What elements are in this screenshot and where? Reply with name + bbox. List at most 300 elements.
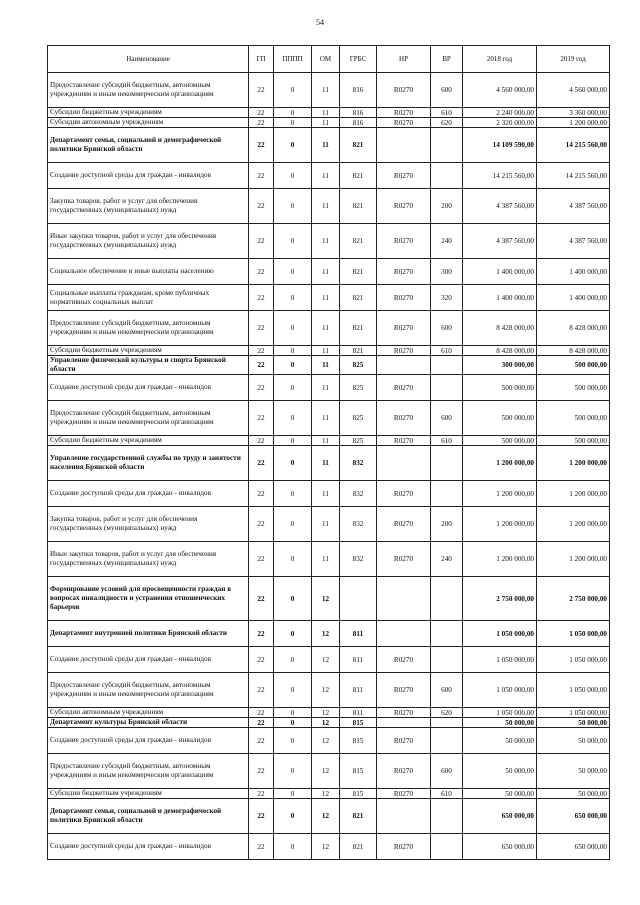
col-header-name: Наименование [48, 46, 249, 73]
cell-pppp: 0 [274, 311, 312, 346]
cell-nr: R0270 [377, 224, 431, 259]
cell-vr: 600 [431, 73, 463, 108]
cell-gp: 22 [249, 108, 274, 118]
cell-name: Департамент внутренней политики Брянской области [48, 621, 249, 647]
cell-grbs: 821 [340, 799, 377, 834]
cell-om: 11 [312, 163, 340, 189]
cell-grbs: 825 [340, 375, 377, 401]
cell-gp: 22 [249, 128, 274, 163]
cell-om: 11 [312, 446, 340, 481]
table-row [48, 647, 610, 673]
cell-2019: 1 050 000,00 [537, 621, 610, 647]
cell-pppp: 0 [274, 507, 312, 542]
cell-2018: 1 200 000,00 [463, 481, 537, 507]
cell-om: 11 [312, 346, 340, 356]
cell-grbs: 821 [340, 285, 377, 311]
cell-gp: 22 [249, 718, 274, 728]
cell-grbs: 811 [340, 708, 377, 718]
cell-2019: 8 428 000,00 [537, 346, 610, 356]
cell-gp: 22 [249, 73, 274, 108]
cell-name: Иные закупки товаров, работ и услуг для обеспечения государственных (муниципальных) нужд [48, 224, 249, 259]
cell-2019: 1 400 000,00 [537, 259, 610, 285]
cell-nr: R0270 [377, 108, 431, 118]
cell-gp: 22 [249, 754, 274, 789]
cell-grbs: 821 [340, 224, 377, 259]
cell-2018: 1 050 000,00 [463, 621, 537, 647]
cell-gp: 22 [249, 728, 274, 754]
cell-2018: 4 560 000,00 [463, 73, 537, 108]
cell-om: 11 [312, 542, 340, 577]
cell-grbs: 832 [340, 507, 377, 542]
cell-grbs: 825 [340, 436, 377, 446]
col-header-gp: ГП [249, 46, 274, 73]
cell-gp: 22 [249, 542, 274, 577]
cell-vr [431, 375, 463, 401]
cell-name: Управление государственной службы по труду и занятости населения Брянской области [48, 446, 249, 481]
cell-pppp: 0 [274, 542, 312, 577]
cell-2019: 4 387 560,00 [537, 189, 610, 224]
budget-table [47, 45, 610, 860]
cell-pppp: 0 [274, 718, 312, 728]
cell-om: 12 [312, 621, 340, 647]
table-row [48, 621, 610, 647]
cell-pppp: 0 [274, 673, 312, 708]
cell-pppp: 0 [274, 118, 312, 128]
table-row [48, 507, 610, 542]
cell-grbs: 816 [340, 118, 377, 128]
cell-2018: 2 240 000,00 [463, 108, 537, 118]
cell-2019: 650 000,00 [537, 799, 610, 834]
cell-name: Создание доступной среды для граждан - инвалидов [48, 728, 249, 754]
cell-2018: 1 200 000,00 [463, 542, 537, 577]
cell-nr: R0270 [377, 673, 431, 708]
cell-name: Управление физической культуры и спорта Брянской области [48, 356, 249, 375]
cell-2019: 500 000,00 [537, 356, 610, 375]
table-row [48, 789, 610, 799]
cell-gp: 22 [249, 311, 274, 346]
cell-om: 11 [312, 108, 340, 118]
table-row [48, 728, 610, 754]
cell-vr: 240 [431, 224, 463, 259]
cell-nr: R0270 [377, 436, 431, 446]
cell-grbs: 811 [340, 673, 377, 708]
cell-om: 11 [312, 118, 340, 128]
cell-om: 11 [312, 128, 340, 163]
cell-grbs: 832 [340, 446, 377, 481]
cell-grbs: 821 [340, 128, 377, 163]
cell-2019: 500 000,00 [537, 436, 610, 446]
cell-nr: R0270 [377, 163, 431, 189]
cell-pppp: 0 [274, 346, 312, 356]
cell-om: 11 [312, 356, 340, 375]
col-header-om: ОМ [312, 46, 340, 73]
col-header-nr: НР [377, 46, 431, 73]
cell-om: 12 [312, 799, 340, 834]
cell-2018: 2 750 000,00 [463, 577, 537, 621]
cell-pppp: 0 [274, 108, 312, 118]
cell-om: 12 [312, 647, 340, 673]
cell-name: Предоставление субсидий бюджетным, автономным учреждениям и иным некоммерческим организациям [48, 401, 249, 436]
cell-grbs: 811 [340, 647, 377, 673]
cell-name: Субсидии автономным учреждениям [48, 708, 249, 718]
table-row [48, 799, 610, 834]
cell-2019: 1 050 000,00 [537, 708, 610, 718]
cell-vr: 300 [431, 259, 463, 285]
header-row [48, 46, 610, 73]
cell-name: Предоставление субсидий бюджетным, автономным учреждениям и иным некоммерческим организациям [48, 311, 249, 346]
cell-om: 11 [312, 285, 340, 311]
cell-name: Департамент семьи, социальной и демографической политики Брянской области [48, 128, 249, 163]
cell-name: Создание доступной среды для граждан - инвалидов [48, 481, 249, 507]
cell-name: Департамент семьи, социальной и демографической политики Брянской области [48, 799, 249, 834]
cell-grbs: 832 [340, 481, 377, 507]
cell-2018: 650 000,00 [463, 834, 537, 860]
cell-2019: 50 000,00 [537, 728, 610, 754]
cell-2018: 4 387 560,00 [463, 189, 537, 224]
cell-2018: 1 050 000,00 [463, 708, 537, 718]
cell-pppp: 0 [274, 73, 312, 108]
cell-name: Предоставление субсидий бюджетным, автономным учреждениям и иным некоммерческим организациям [48, 73, 249, 108]
cell-gp: 22 [249, 577, 274, 621]
cell-vr: 600 [431, 401, 463, 436]
cell-2018: 50 000,00 [463, 728, 537, 754]
col-header-2019: 2019 год [537, 46, 610, 73]
cell-om: 12 [312, 673, 340, 708]
col-header-grbs: ГРБС [340, 46, 377, 73]
cell-2019: 50 000,00 [537, 718, 610, 728]
cell-gp: 22 [249, 446, 274, 481]
cell-vr: 610 [431, 108, 463, 118]
cell-vr [431, 647, 463, 673]
cell-name: Социальное обеспечение и иные выплаты населению [48, 259, 249, 285]
cell-2018: 50 000,00 [463, 754, 537, 789]
table-row [48, 128, 610, 163]
cell-om: 11 [312, 189, 340, 224]
page-number: 54 [316, 18, 324, 27]
cell-grbs: 825 [340, 356, 377, 375]
table-row [48, 311, 610, 346]
cell-2018: 2 320 000,00 [463, 118, 537, 128]
cell-gp: 22 [249, 375, 274, 401]
cell-pppp: 0 [274, 577, 312, 621]
cell-gp: 22 [249, 436, 274, 446]
cell-nr: R0270 [377, 647, 431, 673]
cell-2018: 1 050 000,00 [463, 673, 537, 708]
cell-nr [377, 718, 431, 728]
cell-gp: 22 [249, 224, 274, 259]
cell-2018: 50 000,00 [463, 789, 537, 799]
cell-vr: 200 [431, 189, 463, 224]
cell-2018: 500 000,00 [463, 375, 537, 401]
cell-nr: R0270 [377, 285, 431, 311]
cell-vr: 610 [431, 346, 463, 356]
cell-name: Формирование условий для просвещенности граждан в вопросах инвалидности и устранения отношенческих барьеров [48, 577, 249, 621]
cell-vr [431, 621, 463, 647]
cell-gp: 22 [249, 481, 274, 507]
cell-pppp: 0 [274, 481, 312, 507]
cell-2019: 1 200 000,00 [537, 542, 610, 577]
cell-om: 12 [312, 708, 340, 718]
col-header-2018: 2018 год [463, 46, 537, 73]
cell-om: 11 [312, 507, 340, 542]
cell-gp: 22 [249, 799, 274, 834]
cell-nr: R0270 [377, 728, 431, 754]
cell-gp: 22 [249, 401, 274, 436]
cell-gp: 22 [249, 647, 274, 673]
cell-pppp: 0 [274, 834, 312, 860]
cell-vr [431, 128, 463, 163]
table-row [48, 436, 610, 446]
cell-pppp: 0 [274, 708, 312, 718]
cell-2019: 650 000,00 [537, 834, 610, 860]
cell-pppp: 0 [274, 224, 312, 259]
cell-gp: 22 [249, 346, 274, 356]
cell-pppp: 0 [274, 799, 312, 834]
cell-nr [377, 356, 431, 375]
cell-gp: 22 [249, 259, 274, 285]
cell-2019: 1 050 000,00 [537, 647, 610, 673]
cell-2019: 50 000,00 [537, 754, 610, 789]
cell-vr: 240 [431, 542, 463, 577]
col-header-pppp: ПППП [274, 46, 312, 73]
cell-grbs: 815 [340, 728, 377, 754]
cell-2018: 1 200 000,00 [463, 446, 537, 481]
cell-2018: 500 000,00 [463, 436, 537, 446]
cell-om: 11 [312, 436, 340, 446]
cell-om: 11 [312, 401, 340, 436]
cell-vr: 600 [431, 673, 463, 708]
cell-grbs: 821 [340, 189, 377, 224]
cell-2018: 1 400 000,00 [463, 285, 537, 311]
cell-2019: 4 560 000,00 [537, 73, 610, 108]
cell-nr: R0270 [377, 189, 431, 224]
cell-grbs: 832 [340, 542, 377, 577]
cell-vr: 600 [431, 311, 463, 346]
cell-name: Создание доступной среды для граждан - инвалидов [48, 834, 249, 860]
cell-2018: 50 000,00 [463, 718, 537, 728]
cell-om: 12 [312, 789, 340, 799]
cell-name: Субсидии бюджетным учреждениям [48, 346, 249, 356]
table-row [48, 673, 610, 708]
cell-2018: 14 109 590,00 [463, 128, 537, 163]
table-row [48, 718, 610, 728]
col-header-vr: ВР [431, 46, 463, 73]
cell-grbs: 825 [340, 401, 377, 436]
cell-grbs [340, 577, 377, 621]
cell-pppp: 0 [274, 728, 312, 754]
cell-name: Создание доступной среды для граждан - инвалидов [48, 647, 249, 673]
cell-om: 11 [312, 375, 340, 401]
cell-vr [431, 799, 463, 834]
cell-nr: R0270 [377, 401, 431, 436]
table-row [48, 375, 610, 401]
cell-grbs: 821 [340, 834, 377, 860]
cell-nr [377, 446, 431, 481]
cell-nr: R0270 [377, 311, 431, 346]
cell-gp: 22 [249, 621, 274, 647]
cell-nr: R0270 [377, 708, 431, 718]
cell-pppp: 0 [274, 285, 312, 311]
cell-nr: R0270 [377, 542, 431, 577]
cell-2019: 1 200 000,00 [537, 481, 610, 507]
cell-2018: 8 428 000,00 [463, 311, 537, 346]
cell-vr [431, 718, 463, 728]
cell-om: 12 [312, 754, 340, 789]
cell-grbs: 816 [340, 73, 377, 108]
cell-2019: 50 000,00 [537, 789, 610, 799]
cell-pppp: 0 [274, 621, 312, 647]
cell-grbs: 821 [340, 311, 377, 346]
cell-2019: 2 750 000,00 [537, 577, 610, 621]
cell-nr: R0270 [377, 481, 431, 507]
cell-gp: 22 [249, 118, 274, 128]
table-row [48, 108, 610, 118]
cell-2019: 1 200 000,00 [537, 446, 610, 481]
cell-vr: 610 [431, 789, 463, 799]
cell-name: Субсидии бюджетным учреждениям [48, 108, 249, 118]
cell-om: 12 [312, 577, 340, 621]
cell-2018: 4 387 560,00 [463, 224, 537, 259]
cell-gp: 22 [249, 834, 274, 860]
cell-grbs: 815 [340, 718, 377, 728]
cell-grbs: 816 [340, 108, 377, 118]
table-row [48, 73, 610, 108]
table-row [48, 754, 610, 789]
cell-grbs: 811 [340, 621, 377, 647]
cell-gp: 22 [249, 708, 274, 718]
cell-nr: R0270 [377, 118, 431, 128]
cell-name: Социальные выплаты гражданам, кроме публичных нормативных социальных выплат [48, 285, 249, 311]
cell-pppp: 0 [274, 436, 312, 446]
cell-pppp: 0 [274, 375, 312, 401]
cell-vr: 320 [431, 285, 463, 311]
cell-grbs: 815 [340, 754, 377, 789]
cell-2019: 8 428 000,00 [537, 311, 610, 346]
cell-vr [431, 577, 463, 621]
table-row [48, 285, 610, 311]
cell-pppp: 0 [274, 446, 312, 481]
cell-pppp: 0 [274, 259, 312, 285]
cell-om: 11 [312, 259, 340, 285]
cell-2019: 1 050 000,00 [537, 673, 610, 708]
cell-pppp: 0 [274, 647, 312, 673]
cell-vr [431, 446, 463, 481]
cell-2019: 3 360 000,00 [537, 108, 610, 118]
cell-name: Предоставление субсидий бюджетным, автономным учреждениям и иным некоммерческим организациям [48, 673, 249, 708]
table-row [48, 577, 610, 621]
cell-2018: 500 000,00 [463, 401, 537, 436]
cell-om: 11 [312, 311, 340, 346]
cell-pppp: 0 [274, 754, 312, 789]
cell-nr: R0270 [377, 834, 431, 860]
cell-2019: 500 000,00 [537, 401, 610, 436]
cell-gp: 22 [249, 189, 274, 224]
cell-om: 11 [312, 73, 340, 108]
cell-2018: 650 000,00 [463, 799, 537, 834]
cell-nr [377, 577, 431, 621]
table-row [48, 834, 610, 860]
cell-2019: 1 400 000,00 [537, 285, 610, 311]
table-row [48, 401, 610, 436]
table-row [48, 259, 610, 285]
cell-om: 12 [312, 718, 340, 728]
cell-vr: 620 [431, 118, 463, 128]
cell-om: 12 [312, 834, 340, 860]
cell-nr: R0270 [377, 789, 431, 799]
table-row [48, 446, 610, 481]
cell-name: Закупка товаров, работ и услуг для обеспечения государственных (муниципальных) нужд [48, 189, 249, 224]
cell-om: 11 [312, 481, 340, 507]
cell-2019: 500 000,00 [537, 375, 610, 401]
cell-2018: 14 215 560,00 [463, 163, 537, 189]
cell-pppp: 0 [274, 356, 312, 375]
cell-vr [431, 163, 463, 189]
cell-2018: 300 000,00 [463, 356, 537, 375]
cell-2018: 8 428 000,00 [463, 346, 537, 356]
cell-nr: R0270 [377, 73, 431, 108]
cell-name: Иные закупки товаров, работ и услуг для обеспечения государственных (муниципальных) нужд [48, 542, 249, 577]
cell-nr [377, 799, 431, 834]
cell-om: 11 [312, 224, 340, 259]
cell-nr: R0270 [377, 754, 431, 789]
cell-nr: R0270 [377, 507, 431, 542]
cell-name: Субсидии бюджетным учреждениям [48, 789, 249, 799]
cell-nr: R0270 [377, 375, 431, 401]
table-row [48, 118, 610, 128]
cell-vr [431, 728, 463, 754]
table-row [48, 356, 610, 375]
cell-gp: 22 [249, 163, 274, 189]
cell-name: Закупка товаров, работ и услуг для обеспечения государственных (муниципальных) нужд [48, 507, 249, 542]
cell-gp: 22 [249, 285, 274, 311]
cell-pppp: 0 [274, 128, 312, 163]
cell-name: Предоставление субсидий бюджетным, автономным учреждениям и иным некоммерческим организациям [48, 754, 249, 789]
cell-2019: 1 200 000,00 [537, 507, 610, 542]
cell-grbs: 815 [340, 789, 377, 799]
cell-gp: 22 [249, 356, 274, 375]
cell-pppp: 0 [274, 189, 312, 224]
cell-om: 12 [312, 728, 340, 754]
cell-nr: R0270 [377, 346, 431, 356]
cell-gp: 22 [249, 789, 274, 799]
cell-pppp: 0 [274, 401, 312, 436]
table-row [48, 346, 610, 356]
cell-2018: 1 400 000,00 [463, 259, 537, 285]
cell-name: Создание доступной среды для граждан - инвалидов [48, 163, 249, 189]
table-row [48, 708, 610, 718]
table-row [48, 481, 610, 507]
table-row [48, 163, 610, 189]
cell-vr: 200 [431, 507, 463, 542]
table-row [48, 224, 610, 259]
cell-grbs: 821 [340, 259, 377, 285]
cell-2018: 1 050 000,00 [463, 647, 537, 673]
cell-name: Создание доступной среды для граждан - инвалидов [48, 375, 249, 401]
cell-vr [431, 356, 463, 375]
cell-nr [377, 128, 431, 163]
cell-2019: 4 387 560,00 [537, 224, 610, 259]
cell-grbs: 821 [340, 346, 377, 356]
cell-vr: 620 [431, 708, 463, 718]
cell-pppp: 0 [274, 789, 312, 799]
cell-nr [377, 621, 431, 647]
cell-pppp: 0 [274, 163, 312, 189]
cell-nr: R0270 [377, 259, 431, 285]
cell-name: Субсидии автономным учреждениям [48, 118, 249, 128]
cell-gp: 22 [249, 673, 274, 708]
cell-name: Департамент культуры Брянской области [48, 718, 249, 728]
cell-2019: 14 215 560,00 [537, 163, 610, 189]
